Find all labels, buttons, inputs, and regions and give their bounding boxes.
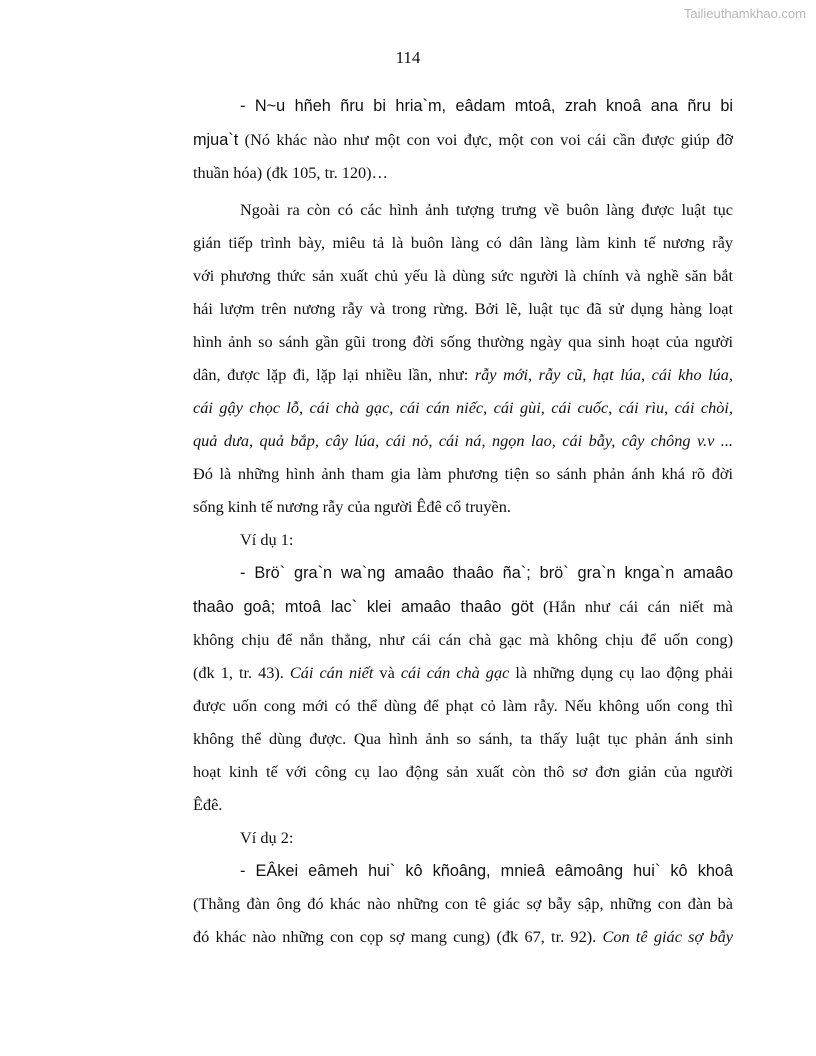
ede-quote-text: - N~u hñeh ñru bi hria`m, eâdam mtoâ, zrah knoâ ana ñru bi (240, 97, 733, 115)
text-line (193, 597, 733, 617)
translation-text: (Hắn như cái cán niết mà (533, 597, 733, 616)
italic-line: cái gậy chọc lỗ, cái chà gạc, cái cán niếc, cái gùi, cái cuốc, cái rìu, cái chòi, (193, 398, 733, 417)
text-line: thuần hóa) (đk 105, tr. 120)… (193, 163, 388, 182)
ede-quote-text: mjua`t (193, 131, 239, 149)
text-line: hình ảnh so sánh gần gũi trong đời sống thường ngày qua sinh hoạt của người (193, 332, 733, 351)
quote-line (240, 96, 733, 116)
text-line: Ngoài ra còn có các hình ảnh tượng trưng về buôn làng được luật tục (240, 200, 733, 219)
body-text: dân, được lặp đi, lặp lại nhiều lần, như: (193, 365, 475, 384)
text-line (193, 927, 733, 947)
body-text: (đk 1, tr. 43). (193, 663, 290, 682)
italic-text: cái cán chà gạc (400, 663, 510, 682)
text-line: với phương thức sản xuất chủ yếu là dùng sức người là chính và nghề săn bắt (193, 266, 733, 285)
text-line: hoạt kinh tế với công cụ lao động sản xuất còn thô sơ đơn giản của người (193, 762, 733, 781)
body-text: là những dụng cụ lao động phải (509, 663, 734, 682)
text-line (193, 663, 733, 683)
text-line: sống kinh tế nương rẫy của người Êđê cổ truyền. (193, 497, 511, 516)
body-text: đó khác nào những con cọp sợ mang cung) (đk 67, tr. 92). (193, 927, 603, 946)
quote-line (240, 861, 733, 881)
quote-line (240, 563, 733, 583)
text-line: (Thằng đàn ông đó khác nào những con tê giác sợ bẫy sập, những con đàn bà (193, 894, 733, 913)
watermark: Tailieuthamkhao.com (683, 6, 806, 21)
italic-text: Con tê giác sợ bẫy (602, 927, 733, 946)
text-line: Êđê. (193, 795, 223, 814)
italic-text: Cái cán niết (289, 663, 374, 682)
italic-text: rẫy mới, rẫy cũ, hạt lúa, cái kho lúa, (474, 365, 734, 384)
text-line: không chịu để nắn thẳng, như cái cán chà gạc mà không chịu để uốn cong) (193, 630, 733, 649)
body-text: và (373, 663, 401, 682)
page-number: 114 (395, 48, 421, 67)
example-label: Ví dụ 1: (240, 530, 294, 549)
ede-quote-text: thaâo goâ; mtoâ lac` klei amaâo thaâo göt (193, 598, 534, 616)
translation-text: (Nó khác nào như một con voi đực, một con voi cái cần được giúp đỡ (238, 130, 733, 149)
text-line: gián tiếp trình bày, miêu tả là buôn làng có dân làng làm kinh tế nương rẫy (193, 233, 733, 252)
text-line: hái lượm trên nương rẫy và trong rừng. Bởi lẽ, luật tục đã sử dụng hàng loạt (193, 299, 733, 318)
text-line: được uốn cong mới có thể dùng để phạt cỏ làm rẫy. Nếu không uốn cong thì (193, 696, 733, 715)
example-label: Ví dụ 2: (240, 828, 294, 847)
text-line (193, 365, 733, 385)
italic-line: quả dưa, quả bắp, cây lúa, cái nỏ, cái ná, ngọn lao, cái bẫy, cây chông v.v ... (193, 431, 733, 450)
ede-quote-text: - EÂkei eâmeh hui` kô kñoâng, mnieâ eâmoâng hui` kô khoâ (240, 862, 733, 880)
ede-quote-text: - Brö` gra`n wa`ng amaâo thaâo ña`; brö` gra`n knga`n amaâo (240, 564, 733, 582)
text-line: không thể dùng được. Qua hình ảnh so sánh, ta thấy luật tục phản ánh sinh (193, 729, 733, 748)
text-line: Đó là những hình ảnh tham gia làm phương tiện so sánh phản ánh khá rõ đời (193, 464, 733, 483)
text-line (193, 130, 733, 150)
